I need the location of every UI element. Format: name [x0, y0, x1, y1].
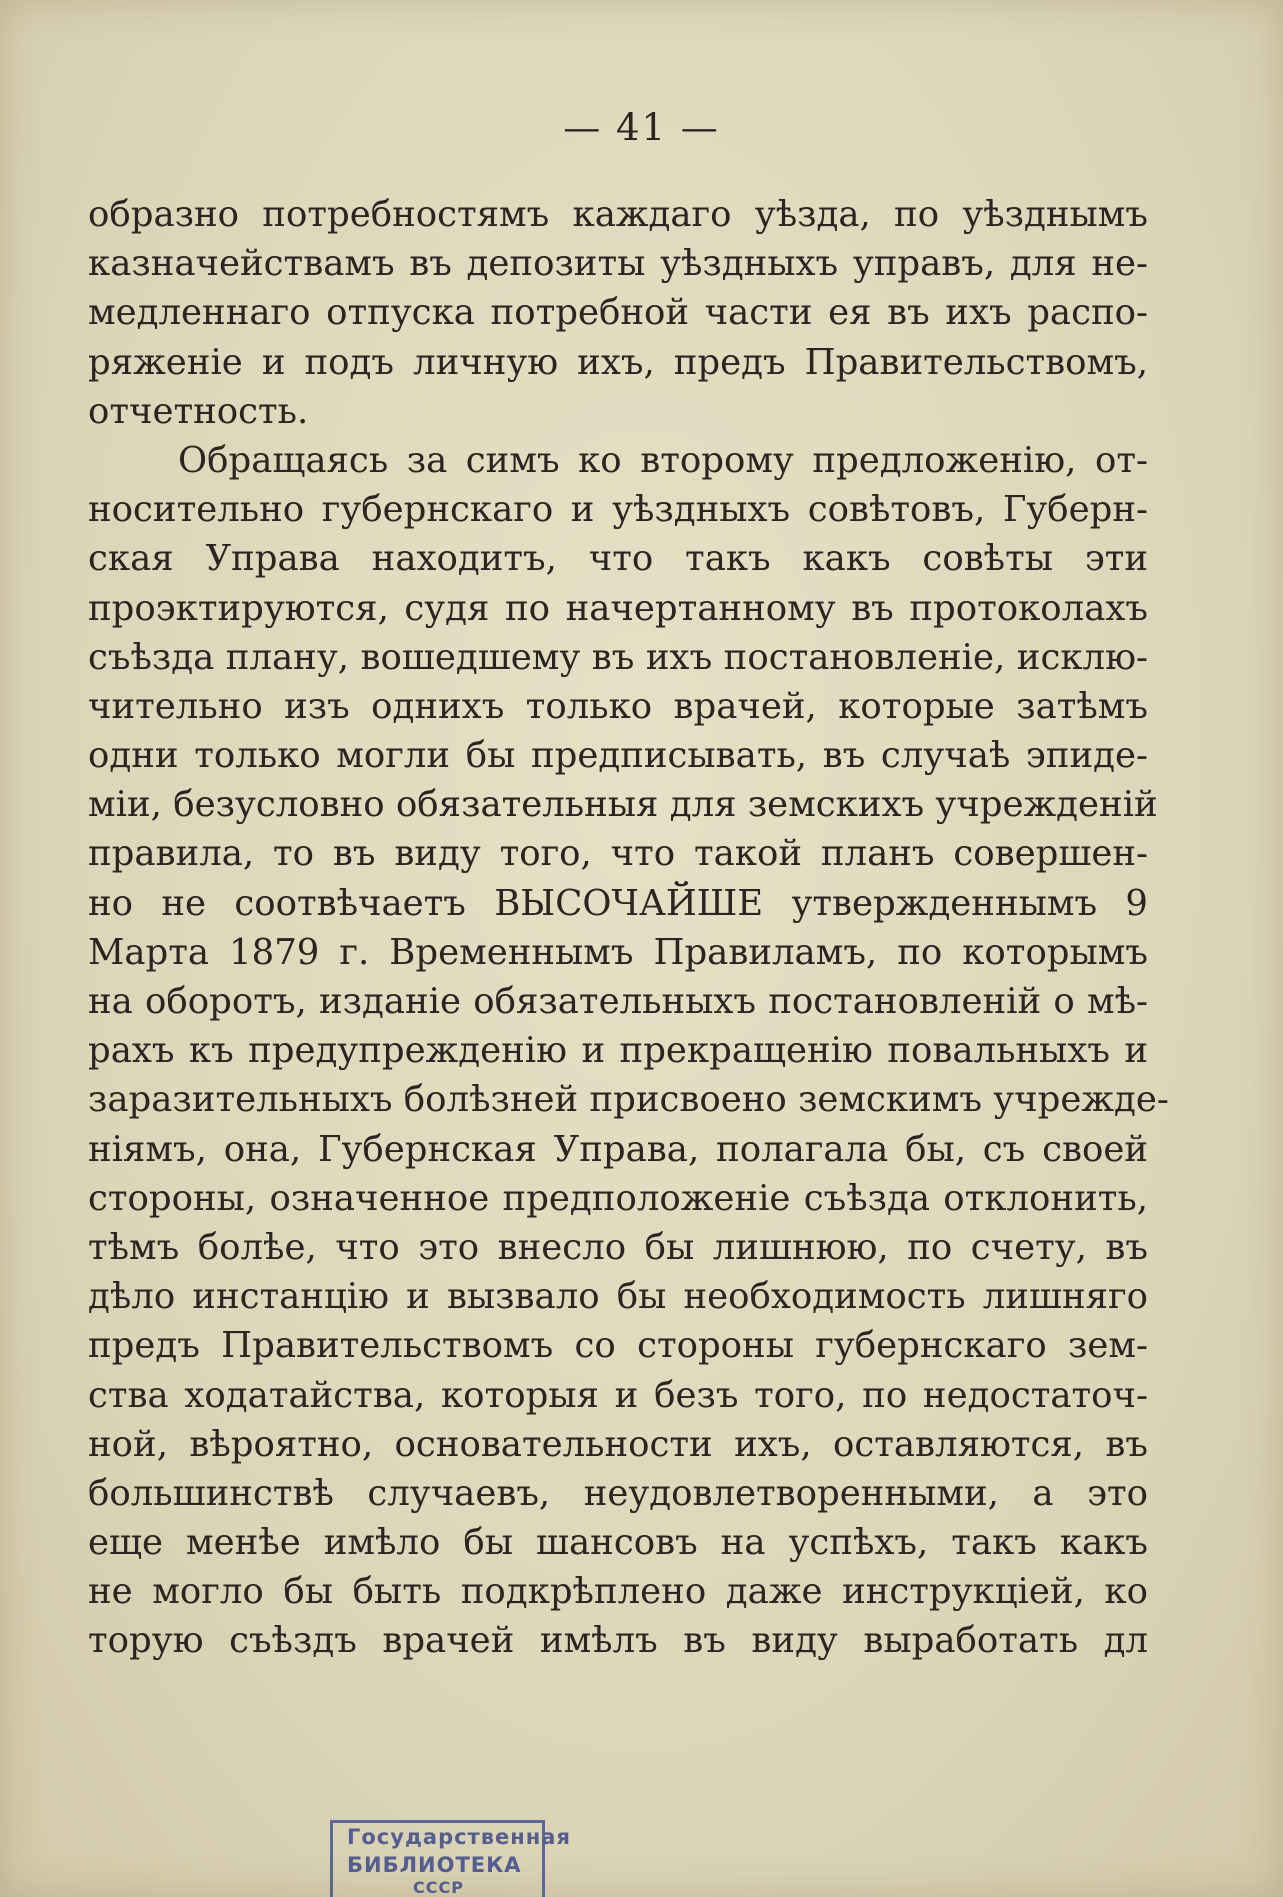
stamp-line-1: Государственная [347, 1825, 571, 1849]
text-line: торую съѣздъ врачей имѣлъ въ виду выработать дл [88, 1620, 1148, 1662]
text-line: рахъ къ предупрежденію и прекращенію повальныхъ и [88, 1030, 1148, 1072]
text-line: міи, безусловно обязательныя для земскихъ учрежденій [88, 784, 1158, 826]
text-line: носительно губернскаго и уѣздныхъ совѣтовъ, Губерн- [88, 489, 1148, 531]
text-line: на оборотъ, изданіе обязательныхъ постановленій о мѣ- [88, 981, 1148, 1022]
text-line: отчетность. [88, 390, 309, 432]
text-line: дѣло инстанцію и вызвало бы необходимость лишняго [88, 1276, 1148, 1318]
library-stamp [330, 1820, 571, 1897]
text-line: ства ходатайства, которыя и безъ того, по недостаточ- [88, 1374, 1148, 1416]
text-line: предъ Правительствомъ со стороны губернскаго зем- [88, 1325, 1148, 1367]
text-line: ной, вѣроятно, основательности ихъ, оставляются, въ [88, 1423, 1148, 1465]
text-line: не могло бы быть подкрѣплено даже инструкціей, ко [88, 1571, 1148, 1613]
body-text [88, 190, 1169, 1666]
text-line: Марта 1879 г. Временнымъ Правиламъ, по которымъ [88, 931, 1148, 973]
text-line: одни только могли бы предписывать, въ случаѣ эпиде- [88, 735, 1148, 777]
text-line: проэктируются, судя по начертанному въ протоколахъ [88, 587, 1148, 629]
text-line: правила, то въ виду того, что такой планъ совершен- [88, 833, 1148, 875]
text-line: стороны, означенное предположеніе съѣзда отклонить, [88, 1177, 1148, 1219]
text-line: тѣмъ болѣе, что это внесло бы лишнюю, по счету, въ [88, 1226, 1148, 1268]
text-line: ряженіе и подъ личную ихъ, предъ Правительствомъ, [88, 341, 1148, 383]
text-line: заразительныхъ болѣзней присвоено земскимъ учрежде- [88, 1079, 1169, 1121]
text-line: медленнаго отпуска потребной части ея въ ихъ распо- [88, 292, 1148, 334]
text-line: еще менѣе имѣло бы шансовъ на успѣхъ, такъ какъ [88, 1522, 1148, 1564]
text-line: большинствѣ случаевъ, неудовлетворенными, а это [88, 1472, 1148, 1514]
text-line: чительно изъ однихъ только врачей, которые затѣмъ [88, 685, 1148, 727]
text-line: Обращаясь за симъ ко второму предложенію, от- [178, 439, 1148, 481]
text-line: ніямъ, она, Губернская Управа, полагала бы, съ своей [88, 1128, 1148, 1170]
page-number: — 41 — [563, 106, 720, 149]
text-line: но не соотвѣчаетъ ВЫСОЧАЙШЕ утвержденнымъ 9 [88, 882, 1148, 924]
stamp-line-3: СССР [413, 1878, 464, 1897]
text-line: съѣзда плану, вошедшему въ ихъ постановленіе, исклю- [88, 636, 1148, 678]
text-line: казначействамъ въ депозиты уѣздныхъ управъ, для не- [88, 243, 1148, 285]
text-line: образно потребностямъ каждаго уѣзда, по уѣзднымъ [88, 194, 1148, 235]
stamp-line-2: БИБЛИОТЕКА [347, 1853, 522, 1877]
text-line: ская Управа находитъ, что такъ какъ совѣты эти [88, 538, 1148, 580]
